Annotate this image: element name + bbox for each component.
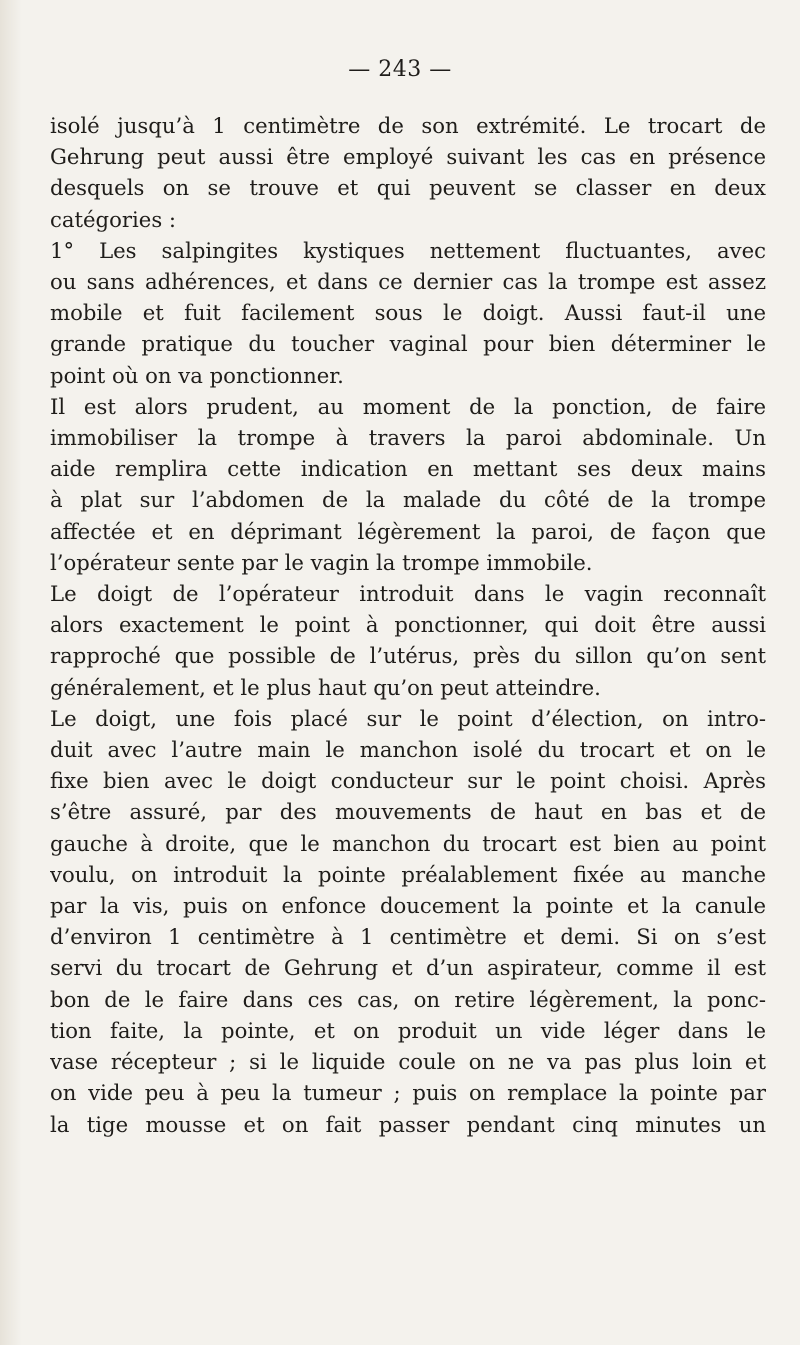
text-line: affectée et en déprimant légèrement la paroi, de façon que [50,518,766,544]
text-line: voulu, on introduit la pointe préalablement fixée au manche [50,861,766,887]
text-line: Le doigt de l’opérateur introduit dans le vagin reconnaît [50,581,766,607]
text-line: catégories : [50,206,177,232]
text-line: la tige mousse et on fait passer pendant cinq minutes un [50,1111,766,1137]
text-line: l’opérateur sente par le vagin la trompe immobile. [50,549,593,575]
text-line: généralement, et le plus haut qu’on peut atteindre. [50,674,601,700]
text-line: rapproché que possible de l’utérus, près du sillon qu’on sent [50,643,766,669]
text-line: Il est alors prudent, au moment de la ponction, de faire [50,393,766,419]
text-line: bon de le faire dans ces cas, on retire légèrement, la ponc- [50,986,766,1012]
text-line: par la vis, puis on enfonce doucement la pointe et la canule [50,893,766,919]
text-line: point où on va ponctionner. [50,362,344,388]
text-line: vase récepteur ; si le liquide coule on ne va pas plus loin et [50,1049,766,1075]
page-number: — 243 — [348,57,452,82]
text-line: Gehrung peut aussi être employé suivant les cas en présence [50,144,766,170]
text-line: immobiliser la trompe à travers la paroi abdominale. Un [50,425,766,451]
text-line: s’être assuré, par des mouvements de haut en bas et de [50,799,766,825]
text-line: alors exactement le point à ponctionner, qui doit être aussi [50,612,766,638]
text-line: mobile et fuit facilement sous le doigt. Aussi faut-il une [50,300,766,326]
text-line: aide remplira cette indication en mettant ses deux mains [50,456,766,482]
text-line: fixe bien avec le doigt conducteur sur le point choisi. Après [50,768,766,794]
text-line: desquels on se trouve et qui peuvent se classer en deux [50,175,766,201]
text-line: duit avec l’autre main le manchon isolé du trocart et on le [50,737,766,763]
text-line: Le doigt, une fois placé sur le point d’élection, on intro- [50,705,766,731]
text-line: d’environ 1 centimètre à 1 centimètre et demi. Si on s’est [50,924,766,950]
text-line: grande pratique du toucher vaginal pour bien déterminer le [50,331,766,357]
text-line: 1° Les salpingites kystiques nettement fluctuantes, avec [50,237,766,263]
text-line: à plat sur l’abdomen de la malade du côté de la trompe [50,487,766,513]
text-line: servi du trocart de Gehrung et d’un aspirateur, comme il est [50,955,766,981]
text-line: ou sans adhérences, et dans ce dernier cas la trompe est assez [50,269,766,295]
text-line: isolé jusqu’à 1 centimètre de son extrémité. Le trocart de [50,113,766,138]
text-line: on vide peu à peu la tumeur ; puis on remplace la pointe par [50,1080,766,1106]
text-line: gauche à droite, que le manchon du trocart est bien au point [50,830,766,856]
body-text [50,110,766,1140]
text-line: tion faite, la pointe, et on produit un vide léger dans le [50,1017,766,1043]
